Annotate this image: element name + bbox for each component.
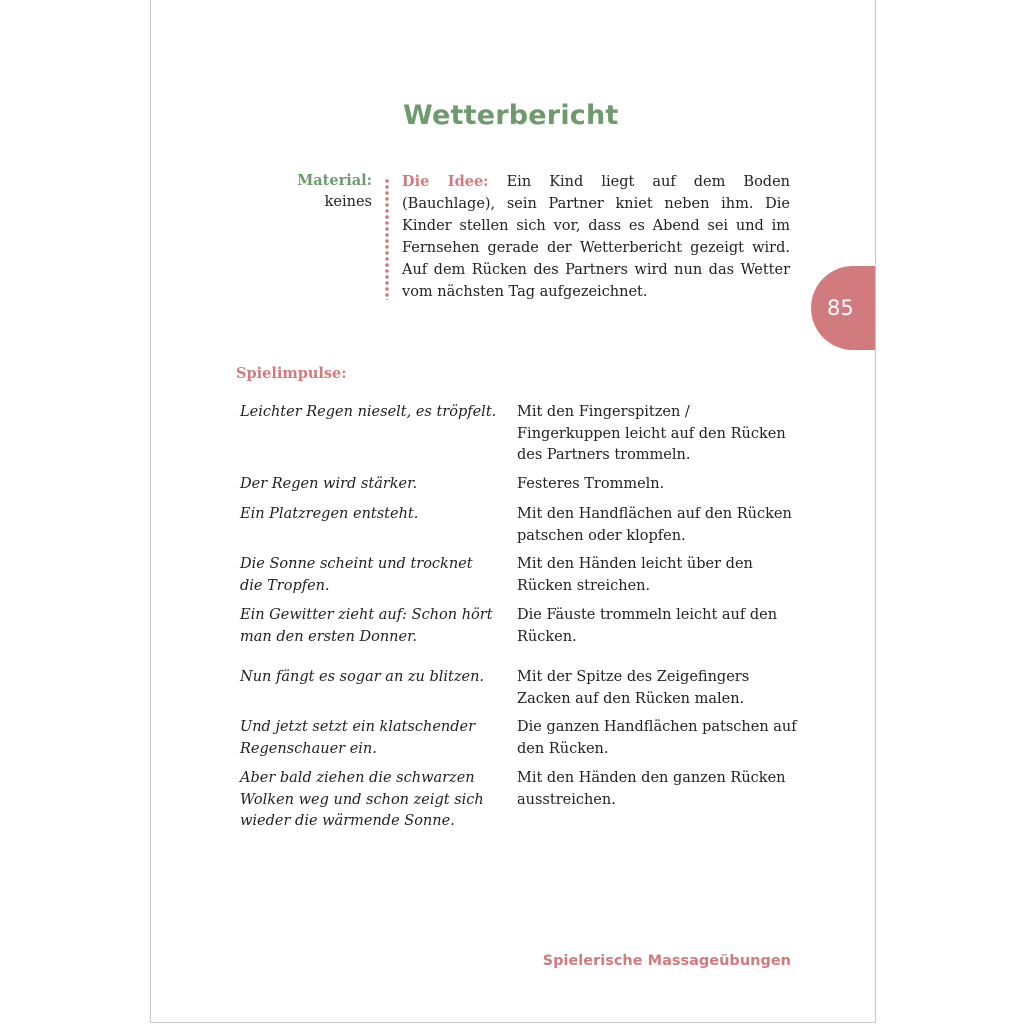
idea-text: Ein Kind liegt auf dem Boden (Bauchlage), sein Partner kniet neben ihm. Die Kinder stellen sich vor, dass es Abend sei und im Fernsehen gerade der Wetterbericht gezeigt wird. Auf dem Rücken des Partners wird nun das Wetter vom nächsten Tag aufgezeichnet.	[402, 174, 791, 300]
running-footer: Spielerische Massageübungen	[542, 953, 791, 969]
idea-label: Die Idee:	[402, 173, 489, 190]
impulse-action: Die ganzen Handflächen patschen auf den Rücken.	[517, 719, 797, 757]
impulse-weather: Ein Platzregen entsteht.	[240, 506, 419, 522]
impulse-weather: Der Regen wird stärker.	[240, 476, 418, 492]
dotted-divider	[385, 178, 389, 300]
page-number: 85	[827, 296, 854, 320]
impulse-weather: Nun fängt es sogar an zu blitzen.	[240, 669, 485, 685]
impulse-action: Mit den Handflächen auf den Rücken patschen oder klopfen.	[517, 506, 792, 544]
impulse-weather: Leichter Regen nieselt, es tröpfelt.	[240, 404, 497, 420]
impulse-action: Mit den Händen leicht über den Rücken streichen.	[517, 556, 753, 594]
impulse-action: Mit den Händen den ganzen Rücken ausstreichen.	[517, 770, 786, 808]
book-page	[150, 0, 876, 1023]
impulse-action: Festeres Trommeln.	[517, 476, 665, 492]
impulse-weather: Die Sonne scheint und trocknet die Tropfen.	[240, 556, 473, 594]
impulse-weather: Und jetzt setzt ein klatschender Regenschauer ein.	[240, 719, 476, 757]
impulse-action: Mit der Spitze des Zeigefingers Zacken auf den Rücken malen.	[517, 669, 750, 707]
impulse-action: Mit den Fingerspitzen / Fingerkuppen leicht auf den Rücken des Partners trommeln.	[517, 404, 786, 463]
material-label: Material:	[297, 172, 372, 189]
material-value: keines	[324, 194, 372, 210]
impulse-weather: Ein Gewitter zieht auf: Schon hört man den ersten Donner.	[240, 607, 493, 645]
page-number-tab	[811, 266, 876, 350]
impulse-weather: Aber bald ziehen die schwarzen Wolken weg und schon zeigt sich wieder die wärmende Sonne.	[240, 770, 484, 829]
page-title: Wetterbericht	[403, 100, 619, 131]
impulse-action: Die Fäuste trommeln leicht auf den Rücken.	[517, 607, 778, 645]
idea-paragraph	[402, 171, 790, 303]
impulses-heading: Spielimpulse:	[236, 365, 347, 382]
